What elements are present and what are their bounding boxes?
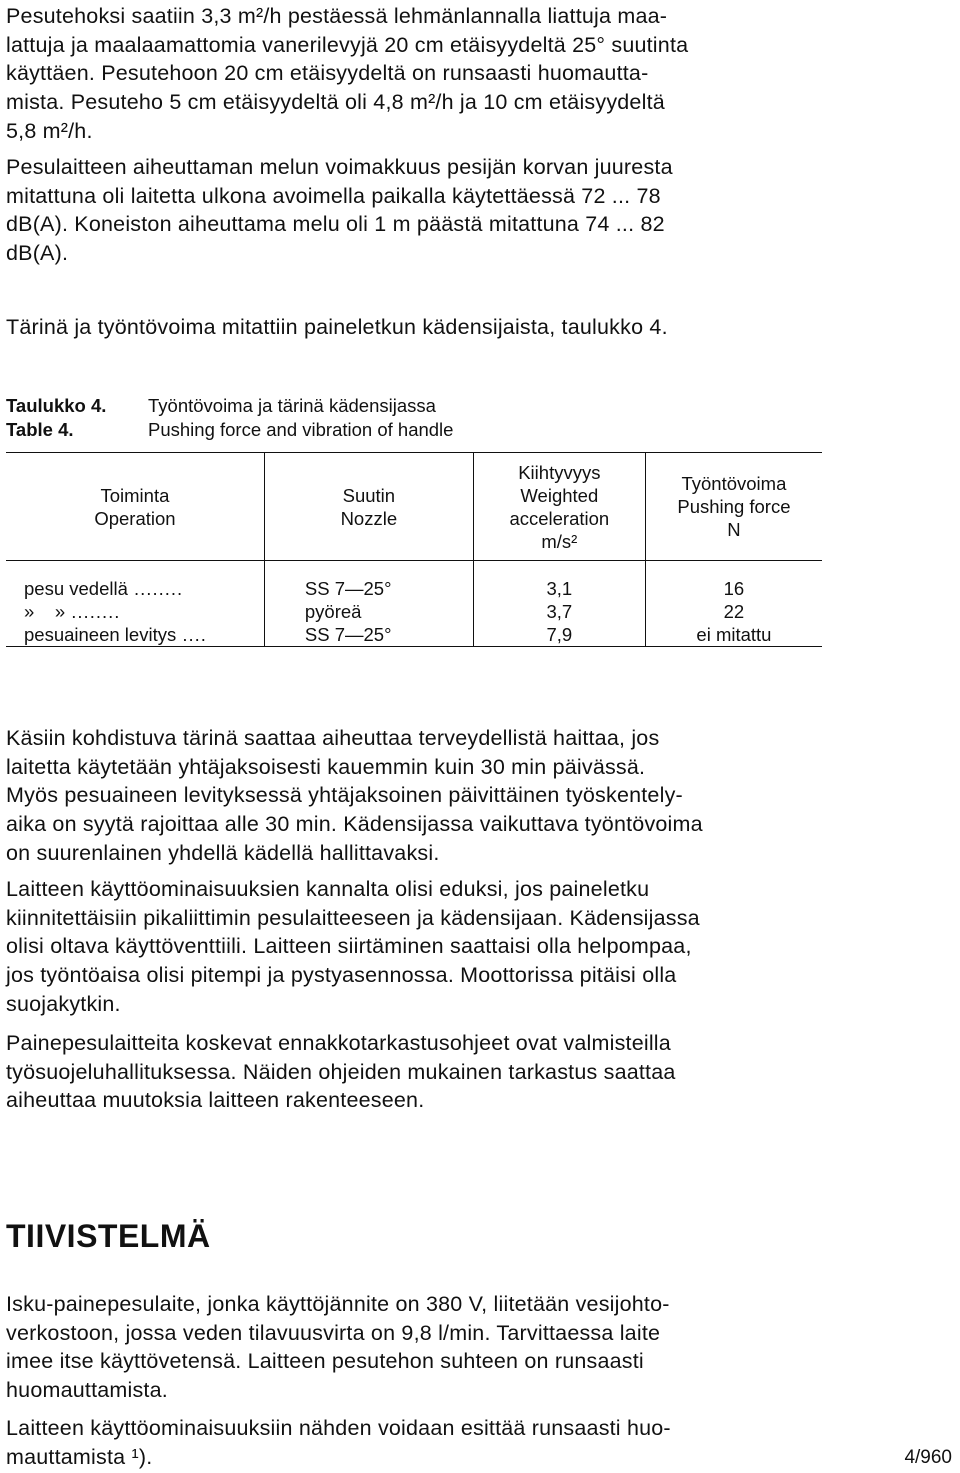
paragraph-summary — [6, 1290, 826, 1405]
cell-acceleration: 3,7 — [473, 600, 645, 623]
header-line: m/s² — [541, 530, 578, 552]
text-line: mista. Pesuteho 5 cm etäisyydeltä oli 4,8 m²/h ja 10 cm etäisyydeltä — [6, 90, 665, 115]
text-line: suojakytkin. — [6, 991, 121, 1016]
text-line: dB(A). Koneiston aiheuttama melu oli 1 m päästä mitattuna 74 ... 82 — [6, 212, 665, 237]
header-line: Pushing force — [677, 496, 791, 517]
text-line: Pesutehoksi saatiin 3,3 m²/h pestäessä lehmänlannalla liattuja maa- — [6, 4, 668, 28]
cell-operation: » » ........ — [6, 600, 264, 623]
paragraph-washing-capacity — [6, 2, 826, 146]
paragraph-usability — [6, 875, 826, 1019]
header-line: acceleration — [509, 507, 610, 529]
table-row — [6, 600, 822, 623]
page-number: 4/960 — [904, 1447, 952, 1468]
header-line: Toiminta — [100, 484, 170, 506]
header-acceleration — [473, 453, 645, 561]
paragraph-summary-usability — [6, 1414, 826, 1471]
text-line: mitattuna oli laitetta ulkona avoimella paikalla käytettäessä 72 ... 78 — [6, 183, 661, 208]
text-line: imee itse käyttövetensä. Laitteen pesutehon suhteen on runsaasti — [6, 1349, 644, 1374]
cell-nozzle: SS 7—25° — [264, 623, 473, 647]
text-line: Pesulaitteen aiheuttaman melun voimakkuus pesijän korvan juuresta — [6, 155, 673, 179]
table-header-row — [6, 453, 822, 561]
paragraph-noise — [6, 153, 826, 268]
header-line: Weighted — [520, 484, 599, 506]
paragraph-inspection — [6, 1029, 826, 1115]
text-line: dB(A). — [6, 241, 69, 266]
text-line: aiheuttaa muutoksia laitteen rakenteeseen. — [6, 1088, 425, 1113]
summary-heading: TIIVISTELMÄ — [6, 1218, 211, 1254]
text-line: lattuja ja maalaamattomia vanerilevyjä 20 cm etäisyydeltä 25° suutinta — [6, 32, 689, 57]
text-line: kiinnitettäisiin pikaliittimin pesulaitteeseen ja kädensijaan. Kädensijassa — [6, 905, 700, 930]
text-line: verkostoon, jossa veden tilavuusvirta on 9,8 l/min. Tarvittaessa laite — [6, 1320, 661, 1345]
header-nozzle — [264, 453, 473, 561]
text-line: mauttamista ¹). — [6, 1444, 153, 1469]
text-line: on suurenlainen yhdellä kädellä hallittavaksi. — [6, 840, 440, 865]
table-label-fi: Taulukko 4. — [6, 395, 107, 416]
text-line: 5,8 m²/h. — [6, 118, 93, 143]
cell-acceleration: 3,1 — [473, 561, 645, 601]
cell-nozzle: SS 7—25° — [264, 561, 473, 601]
cell-operation: pesu vedellä ........ — [6, 561, 264, 601]
text-line: Laitteen käyttöominaisuuksiin nähden voidaan esittää runsaasti huo- — [6, 1416, 671, 1440]
paragraph-vibration-risk — [6, 724, 826, 868]
cell-operation: pesuaineen levitys .... — [6, 623, 264, 647]
paragraph-vibration-intro — [6, 313, 826, 342]
text-line: Tärinä ja työntövoima mitattiin paineletkun kädensijaista, taulukko 4. — [6, 315, 668, 339]
text-line: jos työntöaisa olisi pitempi ja pystyasennossa. Moottorissa pitäisi olla — [6, 963, 677, 988]
header-operation — [6, 453, 264, 561]
cell-acceleration: 7,9 — [473, 623, 645, 647]
text-line: huomauttamista. — [6, 1378, 168, 1403]
text-line: laitetta käytetään yhtäjaksoisesti kauemmin kuin 30 min päivässä. — [6, 754, 646, 779]
cell-force: 22 — [723, 601, 745, 622]
table-title-en: Pushing force and vibration of handle — [148, 419, 454, 440]
cell-force: 16 — [723, 578, 745, 599]
text-line: Myös pesuaineen levityksessä yhtäjaksoinen päivittäinen työskentely- — [6, 783, 683, 808]
cell-force: ei mitattu — [696, 624, 772, 645]
text-line: Painepesulaitteita koskevat ennakkotarkastusohjeet ovat valmisteilla — [6, 1031, 671, 1055]
table-row — [6, 561, 822, 601]
text-line: käyttäen. Pesutehoon 20 cm etäisyydeltä on runsaasti huomautta- — [6, 61, 649, 86]
header-pushing-force — [645, 453, 822, 561]
text-line: Käsiin kohdistuva tärinä saattaa aiheuttaa terveydellistä haittaa, jos — [6, 726, 660, 750]
force-vibration-table — [6, 452, 822, 647]
header-line: N — [727, 519, 741, 540]
header-line: Suutin — [342, 484, 396, 506]
cell-nozzle: pyöreä — [264, 600, 473, 623]
header-line: Kiihtyvyys — [518, 461, 601, 483]
text-line: työsuojeluhallituksessa. Näiden ohjeiden mukainen tarkastus saattaa — [6, 1059, 676, 1084]
table-title-fi: Työntövoima ja tärinä kädensijassa — [148, 395, 436, 416]
table-label-en: Table 4. — [6, 419, 74, 440]
table-caption-fi — [6, 394, 436, 418]
table-caption-en — [6, 418, 453, 442]
text-line: aika on syytä rajoittaa alle 30 min. Kädensijassa vaikuttava työntövoima — [6, 812, 703, 837]
table-row — [6, 623, 822, 647]
text-line: Laitteen käyttöominaisuuksien kannalta olisi eduksi, jos paineletku — [6, 877, 650, 901]
header-line: Nozzle — [340, 507, 398, 529]
header-line: Työntövoima — [681, 473, 787, 494]
text-line: olisi oltava käyttöventtiili. Laitteen siirtäminen saattaisi olla helpompaa, — [6, 934, 692, 959]
text-line: Isku-painepesulaite, jonka käyttöjännite on 380 V, liitetään vesijohto- — [6, 1292, 670, 1316]
header-line: Operation — [94, 507, 176, 529]
